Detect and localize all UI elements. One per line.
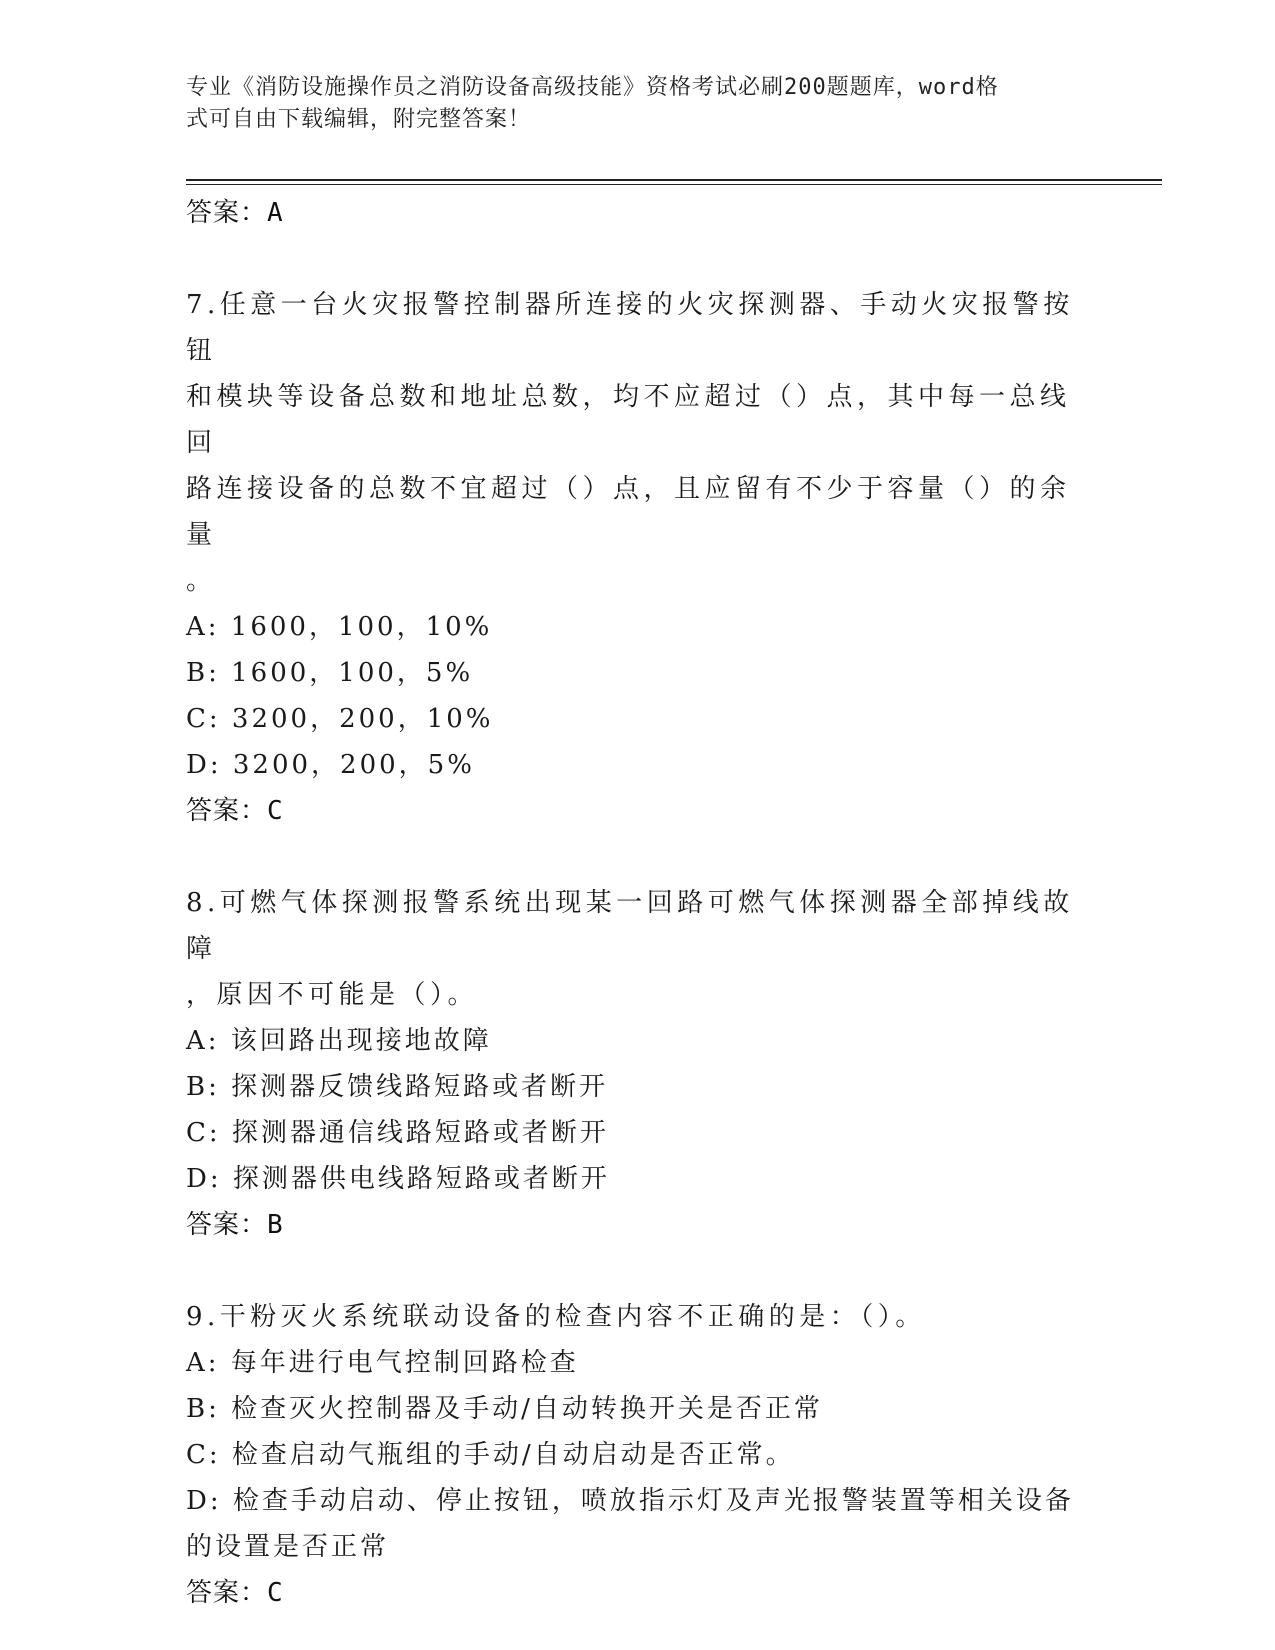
question-9-option-d: D: 检查手动启动、停止按钮，喷放指示灯及声光报警装置等相关设备 <box>186 1486 1074 1516</box>
question-8-line-1: 8.可燃气体探测报警系统出现某一回路可燃气体探测器全部掉线故障 <box>186 888 1074 964</box>
question-7-line-3: 路连接设备的总数不宜超过（）点，且应留有不少于容量（）的余量 <box>186 474 1071 550</box>
spacer <box>186 1248 1086 1294</box>
question-7-line-2: 和模块等设备总数和地址总数，均不应超过（）点，其中每一总线回 <box>186 382 1071 458</box>
header-line-1: 专业《消防设施操作员之消防设备高级技能》资格考试必刷200题题库，word格 <box>186 75 999 100</box>
document-header <box>186 72 1066 136</box>
answer-prev: 答案：A <box>186 198 284 228</box>
question-8-option-a: A: 该回路出现接地故障 <box>186 1026 492 1056</box>
question-9-option-b: B: 检查灭火控制器及手动/自动转换开关是否正常 <box>186 1394 823 1424</box>
question-8-answer: 答案：B <box>186 1210 284 1240</box>
question-8-line-2: ，原因不可能是（）。 <box>186 980 479 1010</box>
question-8-option-b: B: 探测器反馈线路短路或者断开 <box>186 1072 609 1102</box>
question-7-option-b: B: 1600，100，5% <box>186 658 474 688</box>
question-8-option-d: D: 探测器供电线路短路或者断开 <box>186 1164 610 1194</box>
question-7-option-d: D: 3200，200，5% <box>186 750 475 780</box>
question-7-answer: 答案：C <box>186 796 284 826</box>
question-7-option-a: A: 1600，100，10% <box>186 612 493 642</box>
spacer <box>186 236 1086 282</box>
question-8 <box>186 880 1086 1248</box>
spacer <box>186 834 1086 880</box>
header-divider-thin <box>186 184 1162 185</box>
question-9-answer: 答案：C <box>186 1578 284 1608</box>
question-7-line-1: 7.任意一台火灾报警控制器所连接的火灾探测器、手动火灾报警按钮 <box>186 290 1074 366</box>
question-9 <box>186 1294 1086 1616</box>
question-9-option-a: A: 每年进行电气控制回路检查 <box>186 1348 579 1378</box>
question-9-option-c: C: 检查启动气瓶组的手动/自动启动是否正常。 <box>186 1440 795 1470</box>
header-divider-thick <box>186 179 1162 181</box>
question-7-option-c: C: 3200，200，10% <box>186 704 494 734</box>
question-9-option-d-continued: 的设置是否正常 <box>186 1532 390 1562</box>
question-list <box>186 190 1086 1616</box>
header-line-2: 式可自由下载编辑，附完整答案！ <box>186 107 532 132</box>
question-9-line-1: 9.干粉灭火系统联动设备的检查内容不正确的是：（）。 <box>186 1302 926 1332</box>
question-8-option-c: C: 探测器通信线路短路或者断开 <box>186 1118 609 1148</box>
question-7 <box>186 282 1086 834</box>
question-7-line-4: 。 <box>186 566 217 596</box>
